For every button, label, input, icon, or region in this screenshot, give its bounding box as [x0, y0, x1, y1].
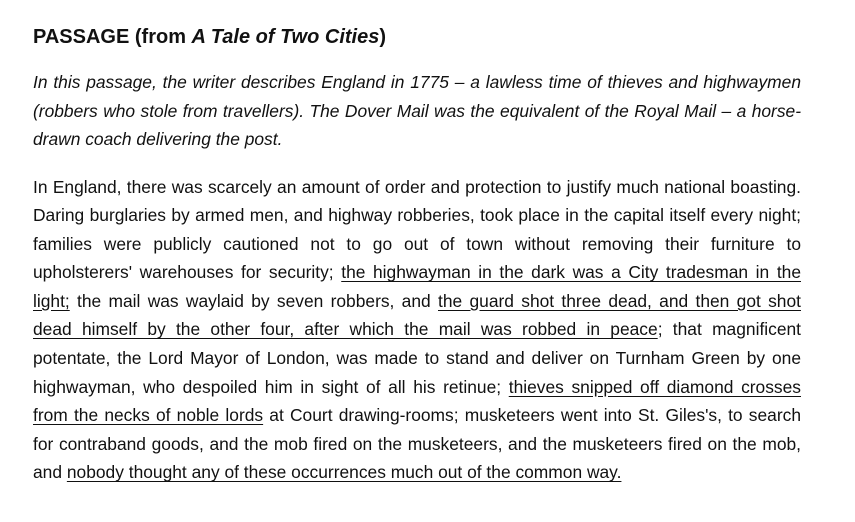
passage-text: ; that magnificent potentate, the Lord Mayor of London, was made to stand and deliver on Turnham Green by one highwayman, who despoiled him in sight of all his retinue;	[33, 319, 802, 397]
intro-paragraph: In this passage, the writer describes England in 1775 – a lawless time of thieves and highwaymen (robbers who stole from travellers). The Dover Mail was the equivalent of the Royal Mail – a horse-drawn coach delivering the post.	[33, 72, 801, 149]
passage-text: the mail was waylaid by seven robbers, and	[69, 290, 438, 311]
passage-text: In England, there was scarcely an amount of order and protection to justify much national boasting. Daring burglaries by armed men, and highway robberies, took place in the capital itself every night; families were publicly cautioned not to go out of town without removing their furniture to upholsterers' warehouses for security;	[33, 176, 801, 283]
underlined-quote: nobody thought any of these occurrences much out of the common way.	[66, 462, 622, 483]
passage-paragraph	[33, 173, 801, 488]
underlined-quote: thieves snipped off diamond crosses from the necks of noble lords	[33, 376, 801, 426]
heading-suffix: )	[379, 26, 387, 48]
heading-prefix: PASSAGE (from	[33, 26, 192, 48]
passage-text: at Court drawing-rooms; musketeers went into St. Giles's, to search for contraband goods, and the mob fired on the musketeers, and the musketeers fired on the mob, and	[33, 405, 801, 483]
book-title: A Tale of Two Cities	[191, 26, 380, 48]
passage-heading	[33, 24, 801, 50]
underlined-quote: the highwayman in the dark was a City tradesman in the light;	[33, 262, 801, 311]
underlined-quote: the guard shot three dead, and then got shot dead himself by the other four, after which the mail was robbed in peace	[33, 290, 801, 340]
